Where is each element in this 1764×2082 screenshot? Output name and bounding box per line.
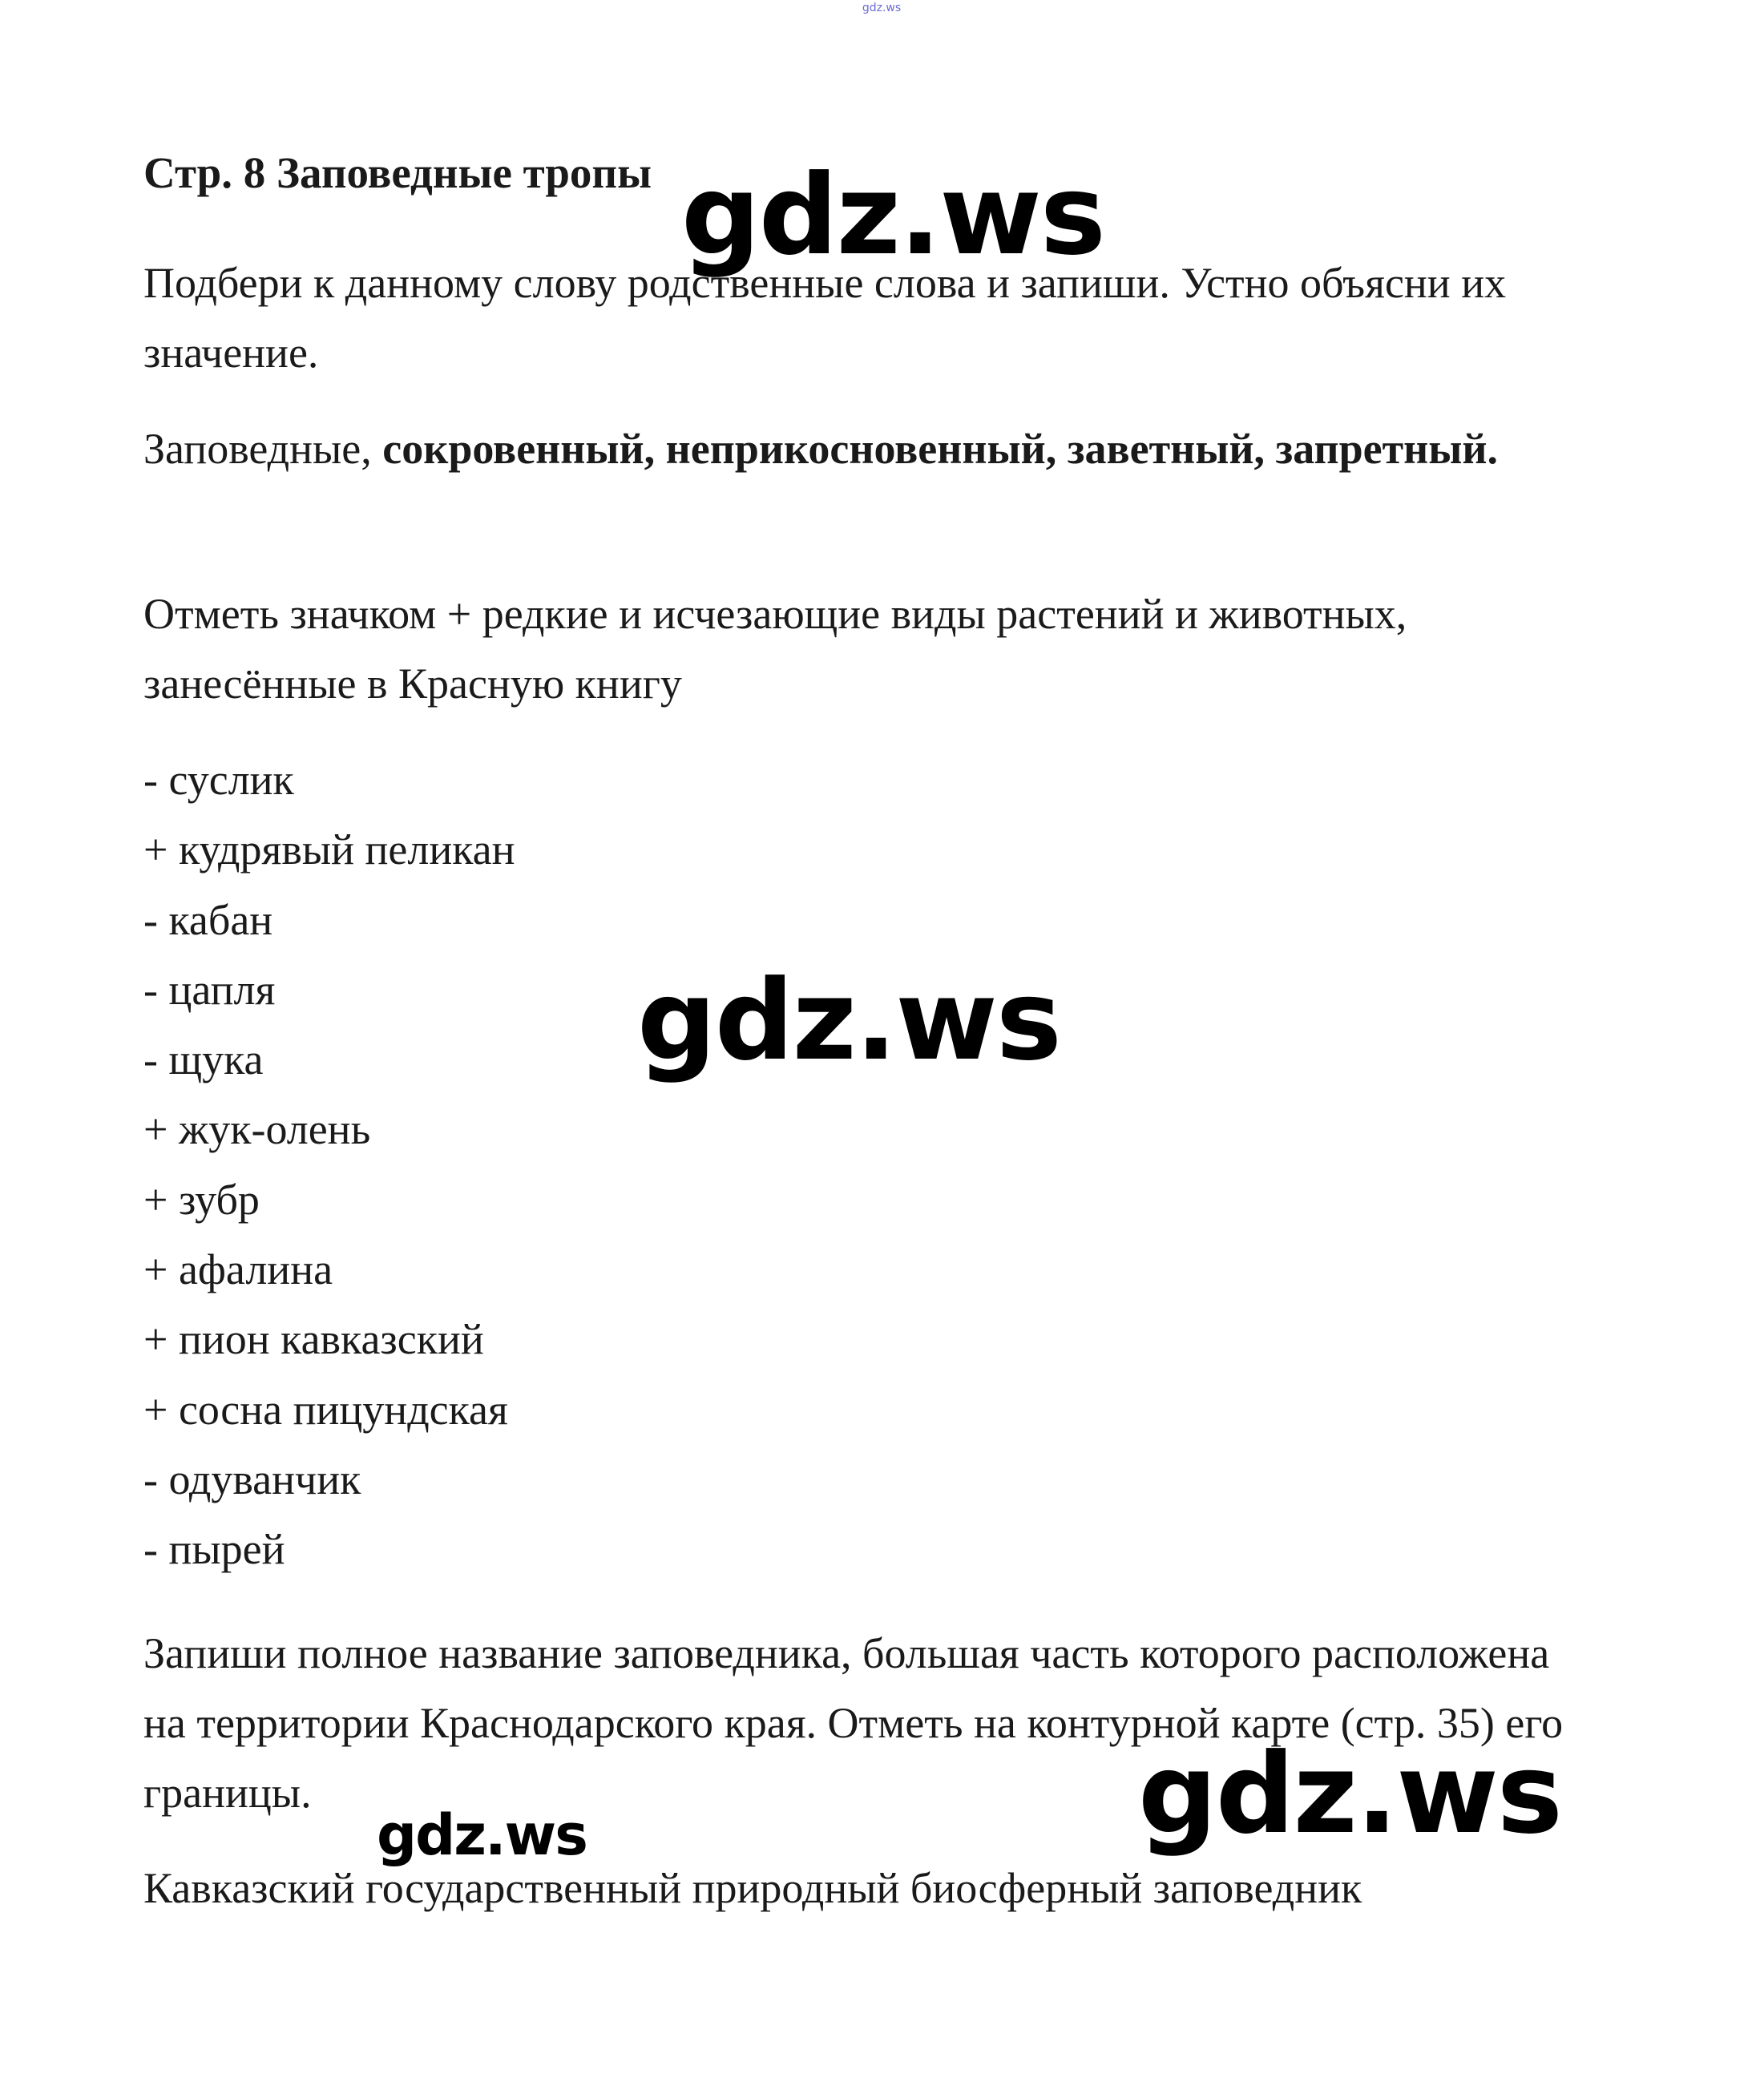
list-item: - одуванчик xyxy=(143,1455,361,1503)
species-list xyxy=(143,745,515,1585)
list-item: - кабан xyxy=(143,895,273,944)
list-item: + сосна пицундская xyxy=(143,1385,508,1434)
task1-instruction: Подбери к данному слову родственные слова и запиши. Устно объясни их значение. xyxy=(143,259,1507,377)
list-item: + кудрявый пеликан xyxy=(143,825,515,874)
top-watermark-mark: gdz.ws xyxy=(862,2,902,14)
page-title: Стр. 8 Заповедные тропы xyxy=(143,148,652,197)
watermark: gdz.ws xyxy=(681,151,1104,280)
task1-answer-prefix: Заповедные, xyxy=(143,425,383,473)
list-item: - щука xyxy=(143,1035,264,1084)
list-item: + пион кавказский xyxy=(143,1315,484,1364)
list-item: + зубр xyxy=(143,1175,260,1224)
watermark: gdz.ws xyxy=(637,956,1060,1085)
task3-answer: Кавказский государственный природный биосферный заповедник xyxy=(143,1864,1362,1912)
list-item: - цапля xyxy=(143,965,276,1014)
list-item: - суслик xyxy=(143,756,294,804)
watermark: gdz.ws xyxy=(377,1802,587,1868)
task3-instruction: Запиши полное название заповедника, большая часть которого расположена на территории Краснодарского края. Отметь на контурной карте (стр. 35) его границы. xyxy=(143,1629,1564,1817)
list-item: - пырей xyxy=(143,1525,285,1574)
task2-instruction: Отметь значком + редкие и исчезающие виды растений и животных, занесённые в Красную книгу xyxy=(143,590,1407,708)
task1-answer-bold: сокровенный, неприкосновенный, заветный, запретный. xyxy=(382,425,1499,473)
watermark: gdz.ws xyxy=(1138,1729,1561,1858)
list-item: + жук-олень xyxy=(143,1105,371,1154)
task1-answer xyxy=(143,414,1586,484)
list-item: + афалина xyxy=(143,1245,333,1294)
